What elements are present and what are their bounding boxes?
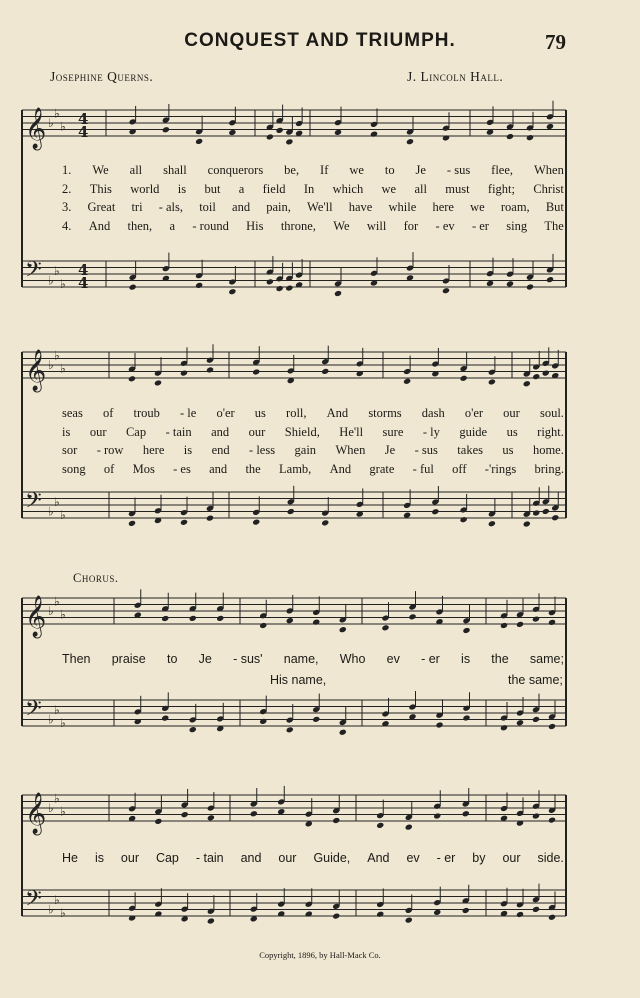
flat-icon: ♭ xyxy=(60,119,66,134)
lyric-word: is xyxy=(461,652,471,666)
flat-icon: ♭ xyxy=(54,702,60,717)
lyric-word: 4. xyxy=(62,219,72,233)
note-head xyxy=(285,285,293,292)
flat-icon: ♭ xyxy=(54,263,60,278)
flat-icon: ♭ xyxy=(48,273,54,288)
note-head xyxy=(266,278,274,285)
verse-line-1 xyxy=(62,163,564,178)
lyric-word: guide xyxy=(459,425,488,439)
lyric-word: Christ xyxy=(533,182,564,196)
note-head xyxy=(488,378,496,385)
lyricist-credit: Josephine Querns. xyxy=(50,69,154,84)
treble-clef-icon: 𝄞 xyxy=(25,350,47,391)
lyric-word: is xyxy=(177,182,187,196)
note-head xyxy=(442,287,450,294)
lyric-word: throne, xyxy=(280,219,316,233)
lyric-word: Guide, xyxy=(313,851,351,865)
note-head xyxy=(405,917,413,924)
lyric-word: 2. xyxy=(62,182,72,196)
lyric-word: shall xyxy=(163,163,187,177)
note-head xyxy=(305,911,313,918)
note-head xyxy=(195,138,203,145)
note-head xyxy=(252,519,260,526)
note-head xyxy=(154,379,162,386)
note-head xyxy=(252,368,260,375)
lyric-word: world xyxy=(130,182,160,196)
note-head xyxy=(276,127,284,134)
lyric-word: And xyxy=(367,851,390,865)
note-head xyxy=(516,911,524,918)
note-head xyxy=(532,813,540,820)
lyric-word: our xyxy=(502,851,521,865)
note-head xyxy=(462,810,470,817)
note-head xyxy=(523,520,531,527)
lyric-word: flee, xyxy=(491,163,514,177)
bass-clef-icon: 𝄢 xyxy=(25,696,42,727)
note-head xyxy=(532,616,540,623)
lyric-word: Cap xyxy=(155,851,179,865)
note-head xyxy=(405,824,413,831)
note-head xyxy=(548,619,556,626)
lyric-word: but xyxy=(204,182,221,196)
lyric-word: and xyxy=(240,851,262,865)
note-head xyxy=(285,138,293,145)
flat-icon: ♭ xyxy=(54,106,60,121)
lyric-word: is xyxy=(94,851,104,865)
lyric-word: -'rings xyxy=(484,462,517,476)
lyric-word: sure xyxy=(382,425,404,439)
note-head xyxy=(516,621,524,628)
note-head xyxy=(460,375,468,382)
lyric-word: pain, xyxy=(266,200,291,214)
lyric-word: of xyxy=(102,406,114,420)
lyric-word: - tain xyxy=(165,425,192,439)
lyric-word: troub xyxy=(133,406,160,420)
lyric-word: of xyxy=(103,462,115,476)
note-head xyxy=(161,715,169,722)
lyric-word: conquerors xyxy=(207,163,264,177)
note-head xyxy=(506,133,514,140)
note-head xyxy=(548,914,556,921)
lyric-word: our xyxy=(120,851,139,865)
flat-icon: ♭ xyxy=(60,361,66,376)
note-head xyxy=(129,284,137,291)
lyric-word: We xyxy=(333,219,350,233)
note-head xyxy=(334,290,342,297)
lyric-word: soul. xyxy=(539,406,564,420)
time-signature-top: 4 xyxy=(78,261,89,279)
note-head xyxy=(433,812,441,819)
lyric-word: the xyxy=(245,462,261,476)
lyric-word: the xyxy=(491,652,509,666)
lyric-word: toil xyxy=(199,200,216,214)
note-head xyxy=(312,716,320,723)
lyric-word: must xyxy=(445,182,470,196)
lyric-word: He'll xyxy=(339,425,364,439)
lyric-word: praise xyxy=(111,652,146,666)
lyric-word: - row xyxy=(96,443,124,457)
lyric-word: - le xyxy=(180,406,197,420)
lyric-word: have xyxy=(348,200,373,214)
lyric-word: - ly xyxy=(422,425,440,439)
treble-clef-icon: 𝄞 xyxy=(25,793,47,834)
note-head xyxy=(462,627,470,634)
note-head xyxy=(321,519,329,526)
note-head xyxy=(216,615,224,622)
lyric-word: our xyxy=(248,425,266,439)
lyric-word: all xyxy=(129,163,143,177)
lyric-word: here xyxy=(432,200,454,214)
lyric-word: Mos xyxy=(132,462,155,476)
note-head xyxy=(500,724,508,731)
note-head xyxy=(180,519,188,526)
lyric-word: takes xyxy=(457,443,483,457)
note-head xyxy=(532,906,540,913)
lyric-word: Who xyxy=(339,652,366,666)
lyric-word: 1. xyxy=(62,163,72,177)
lyric-word: sor xyxy=(62,443,78,457)
flat-icon: ♭ xyxy=(54,594,60,609)
note-head xyxy=(128,520,136,527)
lyric-word: tri xyxy=(131,200,143,214)
lyric-word: Then xyxy=(62,652,91,666)
lyric-word: we xyxy=(381,182,397,196)
lyric-word: bring. xyxy=(534,462,564,476)
note-head xyxy=(286,726,294,733)
flat-icon: ♭ xyxy=(60,507,66,522)
note-head xyxy=(462,714,470,721)
chorus-label: Chorus. xyxy=(73,571,119,585)
flat-icon: ♭ xyxy=(60,276,66,291)
note-head xyxy=(506,280,514,287)
verse-line-7 xyxy=(62,443,564,458)
bass-clef-icon: 𝄢 xyxy=(25,886,42,917)
lyric-word: will xyxy=(366,219,387,233)
lyric-word: to xyxy=(384,163,395,177)
lyric-word: side. xyxy=(537,851,564,865)
lyric-word: our xyxy=(503,406,520,420)
lyric-word: to xyxy=(166,652,178,666)
lyric-word: - er xyxy=(421,652,440,666)
note-head xyxy=(532,510,540,517)
flat-icon: ♭ xyxy=(48,116,54,130)
lyric-word: ev xyxy=(386,652,400,666)
flat-icon: ♭ xyxy=(48,358,54,372)
note-head xyxy=(266,133,274,140)
lyric-word: - less xyxy=(249,443,276,457)
note-head xyxy=(460,516,468,523)
note-head xyxy=(546,123,554,130)
lyric-word: while xyxy=(388,200,417,214)
lyric-word: us xyxy=(506,425,518,439)
note-head xyxy=(189,726,197,733)
lyric-word: He xyxy=(62,851,78,865)
lyric-word: o'er xyxy=(464,406,484,420)
verse-line-2 xyxy=(62,182,564,197)
note-head xyxy=(181,811,189,818)
lyric-word: If xyxy=(320,163,329,177)
lyric-word: Je xyxy=(415,163,426,177)
lyric-word: We xyxy=(92,163,109,177)
treble-clef-icon: 𝄞 xyxy=(25,108,47,149)
flat-icon: ♭ xyxy=(48,712,54,727)
lyric-word: and xyxy=(211,425,230,439)
note-head xyxy=(542,370,550,377)
flat-icon: ♭ xyxy=(60,804,66,819)
copyright-notice: Copyright, 1896, by Hall-Mack Co. xyxy=(259,950,381,960)
lyric-word: - er xyxy=(436,851,456,865)
note-head xyxy=(161,615,169,622)
lyric-word: and xyxy=(209,462,228,476)
flat-icon: ♭ xyxy=(60,607,66,622)
lyric-word: seas xyxy=(62,406,83,420)
flat-icon: ♭ xyxy=(60,715,66,730)
hymn-title: CONQUEST AND TRIUMPH. xyxy=(184,30,456,51)
lyric-word: song xyxy=(62,462,86,476)
lyric-word: Lamb, xyxy=(279,462,312,476)
page-number: 79 xyxy=(545,30,566,54)
lyric-word: roll, xyxy=(286,406,307,420)
treble-clef-icon: 𝄞 xyxy=(25,596,47,637)
lyric-word: by xyxy=(472,851,486,865)
time-signature-bottom: 4 xyxy=(78,123,89,141)
lyric-word: end xyxy=(211,443,230,457)
lyric-word: field xyxy=(262,182,286,196)
lyric-word: a xyxy=(238,182,245,196)
lyric-word: we xyxy=(470,200,485,214)
chorus-alto-the-same: the same; xyxy=(508,673,563,687)
chorus-alto-his-name: His name, xyxy=(270,673,327,687)
chorus-line-2 xyxy=(62,851,564,865)
note-head xyxy=(259,718,267,725)
lyric-word: is xyxy=(62,425,71,439)
lyric-word: which xyxy=(332,182,364,196)
lyric-word: our xyxy=(278,851,297,865)
note-head xyxy=(442,134,450,141)
note-head xyxy=(189,615,197,622)
note-head xyxy=(381,624,389,631)
lyric-word: us xyxy=(254,406,266,420)
note-head xyxy=(206,515,214,522)
lyric-word: When xyxy=(335,443,366,457)
note-head xyxy=(287,508,295,515)
bass-clef-icon: 𝄢 xyxy=(25,488,42,519)
note-head xyxy=(228,288,236,295)
lyric-word: roam, xyxy=(500,200,530,214)
note-head xyxy=(207,918,215,925)
note-head xyxy=(435,722,443,729)
note-head xyxy=(154,818,162,825)
note-head xyxy=(406,138,414,145)
note-head xyxy=(128,375,136,382)
note-head xyxy=(403,378,411,385)
lyric-word: When xyxy=(533,163,564,177)
note-head xyxy=(286,617,294,624)
lyric-word: His xyxy=(246,219,264,233)
flat-icon: ♭ xyxy=(48,801,54,815)
lyric-word: - ev xyxy=(435,219,455,233)
flat-icon: ♭ xyxy=(60,905,66,920)
lyric-word: - sus xyxy=(414,443,438,457)
note-head xyxy=(462,907,470,914)
lyric-word: Je xyxy=(198,652,212,666)
lyric-word: - es xyxy=(173,462,191,476)
lyric-word: all xyxy=(414,182,427,196)
lyric-word: - sus xyxy=(446,163,471,177)
note-head xyxy=(250,810,258,817)
verse-line-6 xyxy=(62,425,564,440)
chorus-line-1 xyxy=(62,652,564,666)
note-head xyxy=(532,373,540,380)
lyric-word: o'er xyxy=(216,406,235,420)
note-head xyxy=(321,368,329,375)
lyric-word: be, xyxy=(284,163,300,177)
flat-icon: ♭ xyxy=(54,348,60,363)
note-head xyxy=(526,283,534,290)
lyric-word: right. xyxy=(537,425,564,439)
time-signature-bottom: 4 xyxy=(78,274,89,292)
note-head xyxy=(376,822,384,829)
lyric-word: for xyxy=(403,219,419,233)
lyric-word: In xyxy=(303,182,315,196)
note-head xyxy=(259,622,267,629)
note-head xyxy=(500,622,508,629)
lyric-word: then, xyxy=(127,219,153,233)
lyric-word: - ful xyxy=(412,462,434,476)
lyric-word: storms xyxy=(368,406,402,420)
lyric-word: This xyxy=(89,182,112,196)
lyric-word: and xyxy=(232,200,251,214)
note-head xyxy=(206,366,214,373)
note-head xyxy=(332,913,340,920)
lyric-word: - als, xyxy=(158,200,184,214)
lyric-word: dash xyxy=(421,406,445,420)
bass-clef-icon: 𝄢 xyxy=(25,257,42,288)
flat-icon: ♭ xyxy=(48,604,54,618)
note-head xyxy=(551,514,559,521)
note-head xyxy=(408,613,416,620)
time-signature-top: 4 xyxy=(78,110,89,128)
note-head xyxy=(516,719,524,726)
note-head xyxy=(546,276,554,283)
note-head xyxy=(339,626,347,633)
note-head xyxy=(339,729,347,736)
composer-credit: J. Lincoln Hall. xyxy=(407,69,504,84)
note-head xyxy=(532,716,540,723)
lyric-word: Je xyxy=(384,443,396,457)
note-head xyxy=(162,126,170,133)
lyric-word: The xyxy=(544,219,564,233)
note-head xyxy=(542,508,550,515)
lyric-word: our xyxy=(89,425,107,439)
lyric-word: us xyxy=(502,443,514,457)
lyric-word: - tain xyxy=(195,851,224,865)
note-head xyxy=(488,520,496,527)
lyric-word: off xyxy=(452,462,467,476)
lyric-word: Shield, xyxy=(284,425,320,439)
note-head xyxy=(431,508,439,515)
lyric-word: sing xyxy=(506,219,528,233)
lyric-word: grate xyxy=(369,462,395,476)
lyric-word: - er xyxy=(471,219,489,233)
lyric-word: gain xyxy=(294,443,317,457)
flat-icon: ♭ xyxy=(54,892,60,907)
note-head xyxy=(180,370,188,377)
lyric-word: And xyxy=(326,406,349,420)
note-head xyxy=(548,723,556,730)
note-head xyxy=(526,134,534,141)
note-head xyxy=(523,380,531,387)
lyric-word: 3. xyxy=(62,200,72,214)
verse-line-4 xyxy=(62,219,564,234)
lyric-word: But xyxy=(545,200,564,214)
lyric-word: And xyxy=(329,462,352,476)
lyric-word: - sus' xyxy=(233,652,263,666)
note-head xyxy=(195,282,203,289)
lyric-word: Great xyxy=(87,200,116,214)
note-head xyxy=(207,814,215,821)
lyric-word: a xyxy=(169,219,176,233)
lyric-word: fight; xyxy=(487,182,515,196)
note-head xyxy=(276,285,284,292)
lyric-word: And xyxy=(88,219,111,233)
note-head xyxy=(548,817,556,824)
lyric-word: here xyxy=(142,443,165,457)
lyric-word: - round xyxy=(192,219,229,233)
lyric-word: Cap xyxy=(125,425,147,439)
flat-icon: ♭ xyxy=(54,791,60,806)
note-head xyxy=(228,129,236,136)
lyric-word: home. xyxy=(532,443,564,457)
lyric-word: ev xyxy=(406,851,420,865)
note-head xyxy=(312,619,320,626)
verse-line-8 xyxy=(62,462,564,477)
flat-icon: ♭ xyxy=(48,902,54,917)
lyric-word: we xyxy=(349,163,364,177)
lyric-word: We'll xyxy=(307,200,333,214)
note-head xyxy=(370,131,378,138)
verse-line-5 xyxy=(62,406,564,421)
lyric-word: is xyxy=(183,443,193,457)
lyric-word: name, xyxy=(283,652,319,666)
verse-line-3 xyxy=(62,200,564,215)
flat-icon: ♭ xyxy=(48,504,54,519)
note-head xyxy=(376,911,384,918)
lyric-word: same; xyxy=(529,652,564,666)
flat-icon: ♭ xyxy=(54,494,60,509)
note-head xyxy=(332,817,340,824)
